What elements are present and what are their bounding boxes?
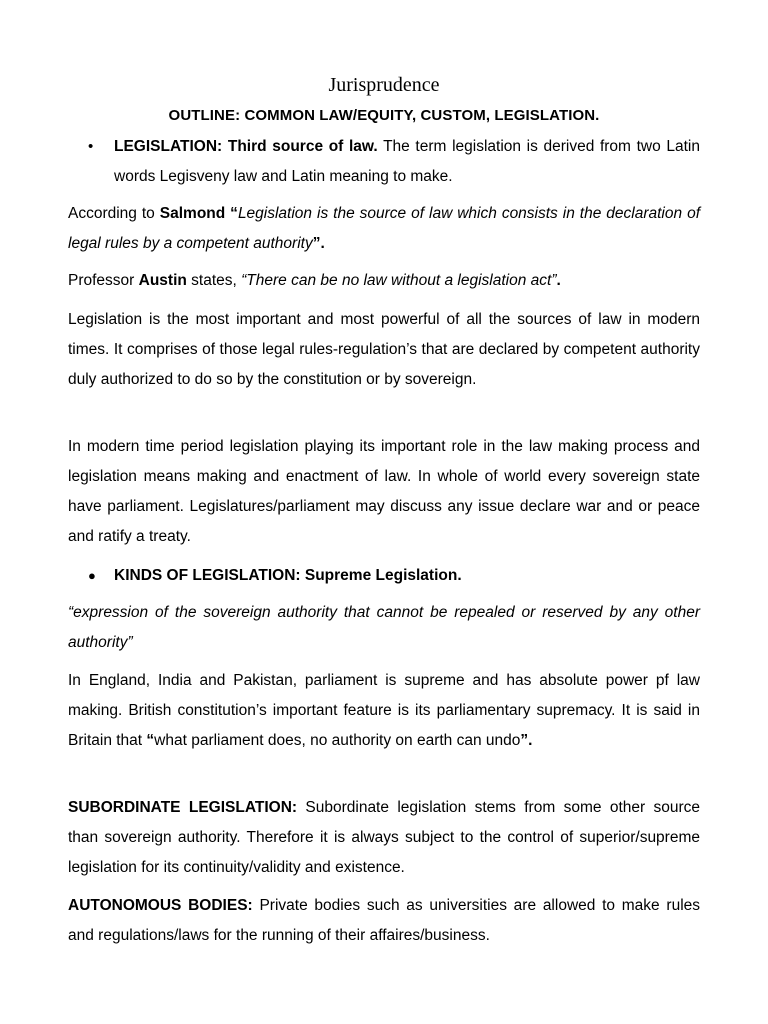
salmond-quote: Legislation is the source of law which consists in the declaration of legal rules by a competent authority xyxy=(68,205,700,252)
austin-end: . xyxy=(556,272,561,289)
salmond-name: Salmond xyxy=(159,205,226,222)
austin-middle: states, xyxy=(186,272,242,289)
autonomous-text: Private bodies such as universities are allowed to make rules and regulations/laws for the running of their affaires/business. xyxy=(68,897,701,944)
england-close-quote: ”. xyxy=(520,732,533,749)
kinds-bullet xyxy=(114,561,700,591)
subordinate-heading: SUBORDINATE LEGISLATION: xyxy=(68,799,298,816)
autonomous-heading: AUTONOMOUS BODIES: xyxy=(68,897,253,914)
salmond-prefix: According to xyxy=(68,205,160,222)
subordinate-text: Subordinate legislation stems from some other source than sovereign authority. Therefore it is always subject to the control of superior/supreme legislation for its continuity/validity and existence. xyxy=(68,799,701,876)
supreme-quote xyxy=(68,598,700,658)
bullet-dot: • xyxy=(88,138,94,155)
salmond-close-quote: ”. xyxy=(312,235,325,252)
salmond-paragraph xyxy=(68,199,700,259)
england-open-quote: “ xyxy=(146,732,155,749)
austin-prefix: Professor xyxy=(68,272,139,289)
england-paragraph xyxy=(68,666,700,756)
autonomous-paragraph xyxy=(68,891,700,951)
salmond-open-quote: “ xyxy=(225,205,238,222)
subordinate-paragraph xyxy=(68,793,700,883)
kinds-heading: KINDS OF LEGISLATION: Supreme Legislation. xyxy=(114,567,462,584)
austin-paragraph xyxy=(68,266,700,296)
supreme-quote-text: “expression of the sovereign authority that cannot be repealed or reserved by any other authority” xyxy=(68,604,700,651)
england-text: In England, India and Pakistan, parliament is supreme and has absolute power pf law making. British constitution’s important feature is its parliamentary supremacy. It is said in Britain that xyxy=(68,672,700,749)
austin-quote: “There can be no law without a legislation act” xyxy=(241,272,557,289)
outline-heading: OUTLINE: COMMON LAW/EQUITY, CUSTOM, LEGISLATION. xyxy=(168,107,600,124)
bullet-dot: ● xyxy=(88,568,96,583)
page-title: Jurisprudence xyxy=(328,74,440,96)
legislation-bullet xyxy=(114,132,700,192)
importance-paragraph: Legislation is the most important and most powerful of all the sources of law in modern times. It comprises of those legal rules-regulation’s that are declared by competent authority duly authorized to do so by the constitution or by sovereign. xyxy=(68,311,700,388)
england-quote: what parliament does, no authority on earth can undo xyxy=(154,732,521,749)
legislation-definition: The term legislation is derived from two Latin words Legisveny law and Latin meaning to make. xyxy=(114,138,700,185)
austin-name: Austin xyxy=(138,272,187,289)
legislation-heading: LEGISLATION: Third source of law. xyxy=(114,138,378,155)
modern-time-paragraph: In modern time period legislation playing its important role in the law making process and legislation means making and enactment of law. In whole of world every sovereign state have parliament. Legislatures/parliament may discuss any issue declare war and or peace and ratify a treaty. xyxy=(68,438,700,545)
